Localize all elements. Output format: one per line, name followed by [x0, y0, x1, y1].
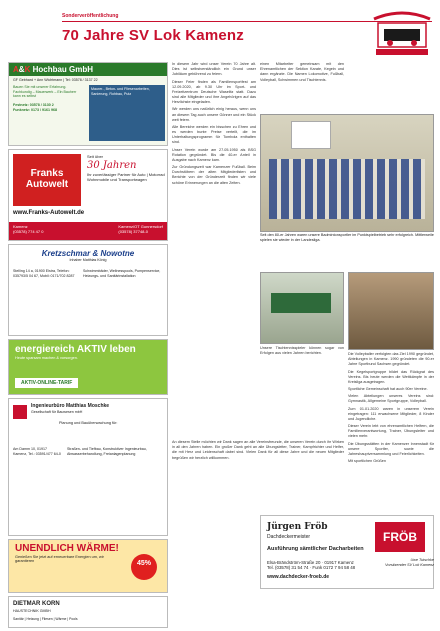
- ad-ak-left: Bauen Sie mit unserer Erfahrung. Fachkundig – Mauerwerk – Ein Bauherr kann es selbst Festnetz: 03578 / 3130 2 Funknetz: 0173 / 9161 968: [13, 85, 77, 112]
- article-greeting: Mit sportlichen Grüßen: [348, 459, 386, 464]
- club-logo: [370, 5, 434, 59]
- moschke-address: Am Damm 10, 01917 Kamenz, Tel.: 03591/477 64-0: [13, 447, 61, 456]
- frob-logo: FRÖB: [375, 522, 425, 552]
- article-bottom: An diesem Stelle möchten wir Dank sagen an alle Vereinsfreunde, die unseren Verein durch ihr Wirken in all den Jahren haben. Ein großer Dank geht an alle Übungsleiter, Trainer, Kampfrichter und Helfer, die mit Herz und Leidenschaft dabei sind. Vielen Dank für all diese Jahre und die neuen Mitglieder begrüßen wir herzlich willkommen.: [172, 440, 344, 460]
- article-paragraph: Die Volleyballer verfolgten das Ziel 1990 gegründet, Abteilungen in Kamenz. 1990 gründeten die 90-er Jahre Sportbund Sachsen gegründet.: [348, 352, 434, 367]
- team-photo: [260, 114, 434, 232]
- heating-title: UNENDLICH WÄRME!: [15, 543, 119, 554]
- article-paragraph: Wir werden uns natürlich einig heraus, wenn uns an diesem Tag auch unsere Gönner und ein Stück weit feiern.: [172, 107, 256, 122]
- article-paragraph: Vielen Abteilungen unseres Vereins sind: Gymnastik, Allgemeine Sportgruppe, Volleyball.: [348, 394, 434, 404]
- article-paragraph: Die Übungsstätten in der Kamenzer Innenstadt für unsere Sportler, sowie die Jahreshauptversammlung und Feierlichkeiten.: [348, 441, 434, 456]
- frob-address: Elsa-Brändström-Straße 20 · 01917 Kamenz Tel. (03578) 31 54 74 · Funk 0172 7 94 58 48: [267, 560, 356, 570]
- kretz-address: Stelling 14 a, 01900 Elstra, Telefon: 035793/5 04 67, Mobil: 0171/702 8287: [13, 269, 75, 278]
- article-paragraph: Zur Gründungszeit war Kamenzer Fußball. Beim Durchstöbern der alten Mitgliederlisten und Berichte von der Gründerzeit finden wir viele schöne Erinnerungen an die alten Zeiten.: [172, 165, 256, 185]
- kretz-title: Kretzschmar & Nowotne: [41, 249, 135, 258]
- franks-logo: Franks Autowelt: [13, 154, 81, 206]
- ad-frob-dachdecker[interactable]: [260, 515, 434, 589]
- frob-website[interactable]: www.dachdecker-froeb.de: [267, 574, 330, 580]
- kretz-owner: Inhaber Matthias König: [69, 258, 107, 262]
- frob-tagline: Ausführung sämtlicher Dacharbeiten: [267, 546, 364, 552]
- ad-ak-hochbau[interactable]: [8, 62, 168, 146]
- frob-title: Jürgen Fröb: [267, 522, 328, 532]
- signature-name: Uwe Tutschke: [410, 558, 434, 562]
- article-paragraph: In diesem Jahr wird unser Verein 70 Jahre alt. Dies ist selbstverständlich ein Grund unser Jubiläum gebührend zu feiern.: [172, 62, 256, 77]
- club-logo-icon: [370, 5, 434, 59]
- table-tennis-photo: [260, 272, 344, 344]
- ad-energy[interactable]: [8, 339, 168, 395]
- article-paragraph: Dieser Feier finden als Familiensportfest am 12.09.2020, ab 9.30 Uhr im Sport- und Freizeitzentrum Deutsche Waselitz statt. Dazu sind alle Mitglieder und ihre Angehörigen auf das Herzlichste eingeladen.: [172, 79, 256, 105]
- kretz-services: Schwimmbäder, Wellnesspools, Pumpenservice, Heizungs- und Sanitärinstallation: [83, 269, 161, 278]
- franks-text: Seit über 30 Jahren Ihr zuverlässiger Partner für Auto | Motorrad Wohnmobile und Transportwagen: [87, 154, 165, 183]
- ad-ak-title: A&K Hochbau GmbH: [9, 63, 167, 76]
- article-column-2b: [260, 346, 344, 438]
- page-headline: 70 Jahre SV Lok Kamenz: [62, 27, 244, 44]
- energy-sub: Heute sparsam machen & vorsorgen.: [15, 356, 78, 360]
- article-paragraph: Dieser Verein lebt von ehrenamtlichen Helfern, die Familienverantwortung, Trainer, Übungsleiter und vielen mehr.: [348, 424, 434, 439]
- section-label: Sonderveröffentlichung: [62, 13, 119, 19]
- volleyball-photo: [348, 272, 434, 350]
- signature-role: Vorsitzender SV Lok Kamenz: [385, 563, 434, 568]
- article-paragraph: Alle Bereiche werden ein bisschen zu Ehren und es werden bunte Preise verteilt, die im Unterhaltungsprogramm für Tombola enthalten sind.: [172, 124, 256, 145]
- ad-ak-sub: GF Gebhard + Ann Wichtmann | Tel: 03578 / 3137 22: [13, 78, 98, 82]
- photo-banner: [291, 121, 331, 149]
- moschke-logo-icon: [13, 405, 27, 419]
- article-column-1: [172, 62, 256, 438]
- franks-url[interactable]: www.Franks-Autowelt.de: [13, 210, 85, 216]
- article-paragraph: Zum 01.01.2020 waren in unserem Verein eingetragen: 111 erwachsene Mitglieder, 8 Kinder und Jugendliche.: [348, 406, 434, 421]
- moschke-services: Straßen- und Tiefbau, Konstruktiver Ingenieurbau, Abwasserbehandlung, Freianlagenplanung: [67, 447, 147, 456]
- franks-footer: Kamenz (03578) 774 47 0 Kamenz/OT Gunnersdorf (03578) 37748-0: [9, 222, 167, 240]
- ad-ak-right: Maurer-, Beton- und Fliesenarbeiten, Sanierung, Rohbau, Putz: [89, 85, 165, 141]
- photo-team-group: [269, 159, 425, 219]
- heating-badge: 45%: [131, 554, 157, 580]
- ad-moschke[interactable]: [8, 398, 168, 536]
- ad-column: [8, 62, 168, 631]
- korn-sub: HAUSTECHNIK GMBH: [13, 609, 51, 613]
- ad-korn[interactable]: [8, 596, 168, 628]
- energy-title: energiereich AKTIV leben: [15, 344, 136, 355]
- photo-caption-badminton: Seit den 80-er Jahren waren unsere Badmintonsportler im Punktspielbetrieb sehr erfolgreich. Mittlerweile spielen sie wieder in der Landesliga.: [260, 233, 434, 243]
- article-paragraph: Sportliche Gemeinschaft hat auch 90er Vereine.: [348, 387, 428, 392]
- energy-tariff-button[interactable]: AKTIV-ONLINE-TARIF: [15, 378, 78, 388]
- ad-heating[interactable]: [8, 539, 168, 593]
- article-paragraph: Unser Verein wurde am 27.05.1950 als BSG Rotation gegründet. Bis die 40-er Anteil in Ausgabe nach Kamenz kam.: [172, 147, 256, 162]
- article-paragraph: Die Kegelsportgruppe bildet das Rückgrat des Vereins. Bis heute werden die Wettkämpfe in der Kreisliga ausgetragen.: [348, 369, 434, 384]
- moschke-sub: Gesellschaft für Bauwesen mbH: [31, 410, 83, 414]
- ad-kretzschmar[interactable]: [8, 244, 168, 336]
- article-paragraph: einen Mitarbeiter gemeinsam mit den Ehrenamtlichen der Sektion Karate, Kegeln und dann ergänzte. Die Namen Lokomotive, Fußball, Volleyball, Schwimmen und Tischtennis.: [260, 62, 344, 82]
- ad-franks-autowelt[interactable]: [8, 149, 168, 241]
- korn-foot: Sanitär | Heizung | Fliesen | Wärme | Pools: [13, 617, 78, 621]
- moschke-title: Ingenieurbüro Matthias Moschke: [31, 403, 110, 409]
- moschke-planning: Planung und Bauüberwachung für:: [59, 421, 118, 425]
- photo-caption-tabletennis: Unsere Tischtennisspieler können sogar von Erfolgen aus vielen Jahren berichten.: [260, 346, 344, 356]
- frob-sub: Dachdeckermeister: [267, 534, 311, 540]
- korn-title: DIETMAR KORN: [13, 601, 60, 607]
- article-signature: [348, 558, 434, 569]
- heating-sub: Genießen Sie jetzt auf erneuerbare Energien um, wir garantieren: [15, 555, 104, 563]
- article-column-2: [260, 62, 344, 112]
